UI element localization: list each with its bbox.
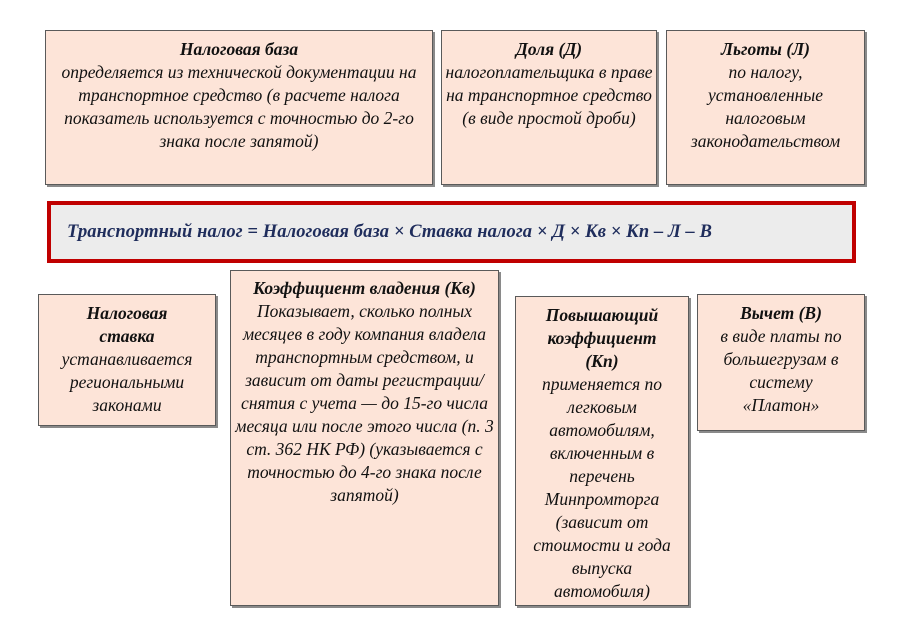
formula-box [47,201,856,263]
tax-base-box [45,30,433,185]
deduction-description: в виде платы по большегрузам в систему «Платон» [720,326,842,415]
share-title: Доля (Д) [515,39,583,59]
ownership-coefficient-description: Показывает, сколько полных месяцев в году компания владела транспортным средством, и зависит от даты регистрации/снятия с учета — до 15-го числа месяца или после этого числа (п. 3 ст. 362 НК РФ) (указывается с точностью до 4-го знака после запятой) [235,301,494,505]
tax-rate-title: Налоговая ставка [86,303,168,346]
share-box [441,30,657,185]
tax-base-description: определяется из технической документации на транспортное средство (в расчете налога показатель используется с точностью до 2-го знака после запятой) [61,62,417,151]
increasing-coefficient-title: Повышающий коэффициент (Кп) [545,305,659,371]
share-description: налогоплательщика в праве на транспортное средство (в виде простой дроби) [445,62,653,128]
benefits-box [666,30,865,185]
benefits-title: Льготы (Л) [720,39,810,59]
deduction-title: Вычет (В) [740,303,822,323]
formula-text: Транспортный налог = Налоговая база × Ставка налога × Д × Кв × Кп – Л – В [67,221,713,242]
tax-rate-description: устанавливается региональными законами [61,349,193,415]
ownership-coefficient-title: Коэффициент владения (Кв) [253,278,476,298]
ownership-coefficient-box [230,270,499,606]
deduction-box [697,294,865,431]
tax-rate-box [38,294,216,426]
increasing-coefficient-box [515,296,689,606]
increasing-coefficient-description: применяется по легковым автомобилям, включенным в перечень Минпромторга (зависит от стоимости и года выпуска автомобиля) [533,374,671,601]
benefits-description: по налогу, установленные налоговым законодательством [690,62,841,151]
tax-base-title: Налоговая база [179,39,299,59]
